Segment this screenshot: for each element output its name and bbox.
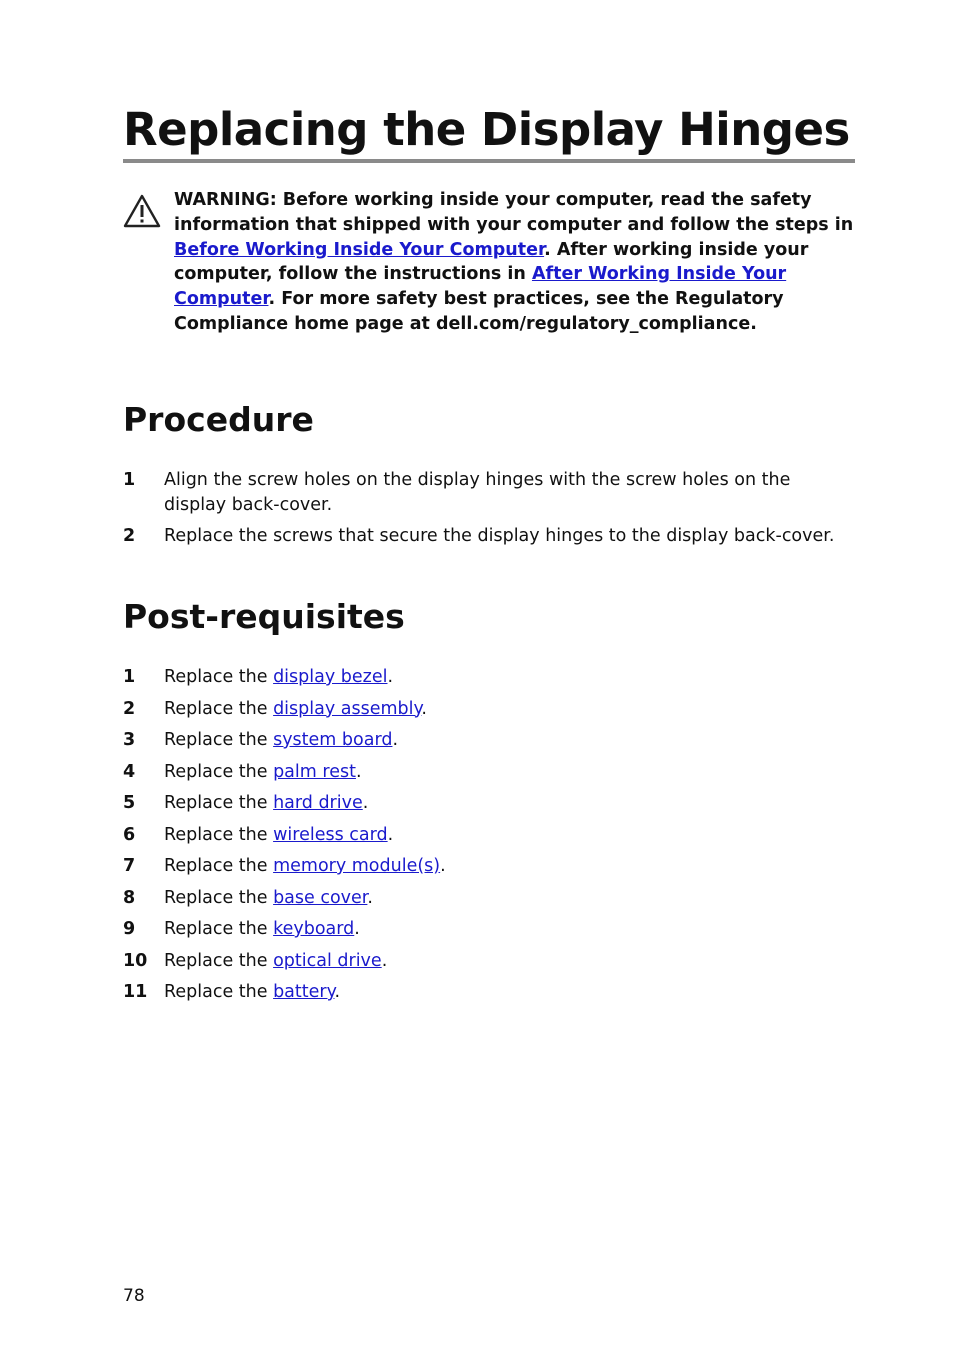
step-end: . — [421, 698, 427, 719]
step-number: 6 — [123, 824, 136, 845]
step-number: 4 — [123, 761, 136, 782]
post-step — [123, 949, 855, 981]
step-end: . — [387, 824, 394, 845]
post-requisites-list — [123, 665, 855, 1012]
step-prefix: Replace the — [164, 667, 274, 687]
step-number: 5 — [123, 793, 136, 813]
step-text: Replace the screws that secure the display hinges to the display back-cover. — [164, 526, 835, 546]
step-prefix: Replace the — [164, 950, 274, 971]
post-step-link[interactable]: optical drive — [273, 950, 382, 971]
step-end: . — [362, 793, 369, 813]
step-number: 7 — [123, 856, 136, 876]
step-prefix: Replace the — [164, 887, 274, 908]
procedure-list — [123, 468, 855, 555]
step-end: . — [334, 982, 341, 1002]
step-number: 10 — [123, 950, 148, 971]
post-step-link[interactable]: keyboard — [273, 919, 355, 939]
step-number: 1 — [123, 470, 136, 490]
before-working-link[interactable]: Before Working Inside Your Computer — [174, 239, 545, 260]
post-step — [123, 854, 855, 886]
step-number: 11 — [123, 982, 148, 1002]
step-end: . — [355, 761, 362, 782]
step-end: . — [367, 887, 373, 908]
step-number: 2 — [123, 526, 136, 546]
post-step-link[interactable]: hard drive — [273, 793, 363, 813]
post-step-link[interactable]: battery — [273, 982, 335, 1002]
step-prefix: Replace the — [164, 856, 274, 876]
post-step-link[interactable]: palm rest — [273, 761, 356, 782]
step-number: 3 — [123, 730, 136, 750]
post-step-link[interactable]: system board — [273, 730, 393, 750]
step-end: . — [381, 950, 388, 971]
step-prefix: Replace the — [164, 730, 274, 750]
step-number: 8 — [123, 887, 136, 908]
step-end: . — [354, 919, 360, 939]
post-step-link[interactable]: memory module(s) — [273, 856, 441, 876]
after-working-link[interactable]: After Working Inside Your Computer — [174, 264, 787, 310]
step-prefix: Replace the — [164, 698, 274, 719]
post-step — [123, 760, 855, 792]
post-step — [123, 791, 855, 823]
procedure-step — [123, 524, 855, 549]
step-end: . — [392, 730, 399, 750]
step-prefix: Replace the — [164, 793, 274, 813]
step-prefix: Replace the — [164, 824, 274, 845]
step-prefix: Replace the — [164, 919, 274, 939]
post-step-link[interactable]: display assembly — [273, 698, 422, 719]
page-number: 78 — [123, 1286, 145, 1306]
step-number: 2 — [123, 698, 136, 719]
post-step — [123, 823, 855, 855]
post-step — [123, 728, 855, 760]
title-rule — [123, 159, 855, 163]
procedure-step — [123, 468, 855, 518]
warning-text: WARNING: Before working inside your computer, read the safety information that shipped with your computer and follow the steps in Before Working Inside Your Computer. After working inside your computer, follow the instructions in After Working Inside Your Computer. For more safety best practices, see the Regulatory Compliance home page at dell.com/regulatory_compliance. — [174, 190, 854, 334]
warning-triangle-icon — [123, 194, 161, 228]
page-title: Replacing the Display Hinges — [123, 103, 850, 156]
post-step — [123, 697, 855, 729]
post-step-link[interactable]: base cover — [273, 887, 368, 908]
step-number: 9 — [123, 919, 136, 939]
procedure-heading: Procedure — [123, 400, 314, 439]
post-step — [123, 665, 855, 697]
post-step — [123, 917, 855, 949]
step-prefix: Replace the — [164, 982, 274, 1002]
step-number: 1 — [123, 667, 136, 687]
step-end: . — [387, 667, 394, 687]
post-requisites-heading: Post-requisites — [123, 597, 405, 636]
step-prefix: Replace the — [164, 761, 274, 782]
step-text: Align the screw holes on the display hinges with the screw holes on the display back-cover. — [164, 470, 791, 515]
step-end: . — [440, 856, 446, 876]
post-step-link[interactable]: wireless card — [273, 824, 388, 845]
post-step-link[interactable]: display bezel — [273, 667, 388, 687]
post-step — [123, 886, 855, 918]
post-step — [123, 980, 855, 1012]
